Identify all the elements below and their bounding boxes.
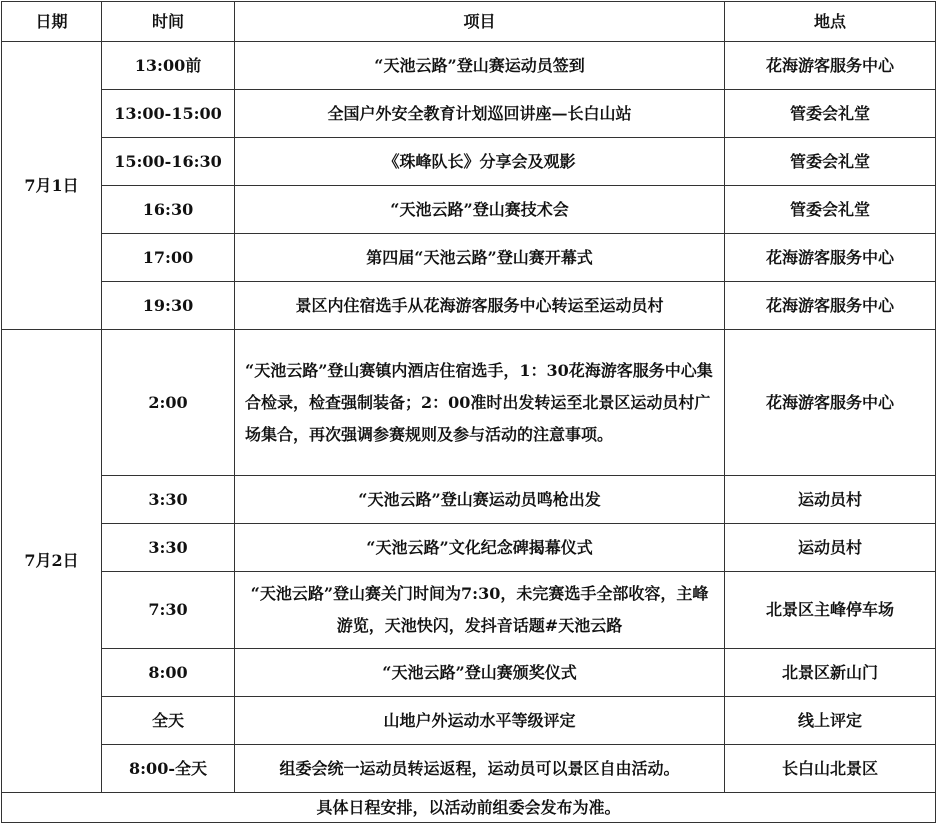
item-cell: 山地户外运动水平等级评定 [235, 697, 725, 745]
item-cell: “天池云路”登山赛颁奖仪式 [235, 649, 725, 697]
table-row [2, 234, 936, 282]
table-row [2, 745, 936, 793]
place-cell: 管委会礼堂 [725, 186, 936, 234]
table-row [2, 138, 936, 186]
item-cell: “天池云路”登山赛运动员鸣枪出发 [235, 476, 725, 524]
place-cell: 花海游客服务中心 [725, 234, 936, 282]
place-cell: 管委会礼堂 [725, 90, 936, 138]
item-cell: 第四届“天池云路”登山赛开幕式 [235, 234, 725, 282]
table-row [2, 524, 936, 572]
place-cell: 花海游客服务中心 [725, 330, 936, 476]
header-place: 地点 [725, 2, 936, 42]
table-row [2, 572, 936, 649]
time-cell: 16:30 [102, 186, 235, 234]
date-cell-day2: 7月2日 [2, 330, 102, 793]
place-cell: 线上评定 [725, 697, 936, 745]
item-cell: “天池云路”登山赛镇内酒店住宿选手，1：30花海游客服务中心集合检录，检查强制装备；2：00准时出发转运至北景区运动员村广场集合，再次强调参赛规则及参与活动的注意事项。 [235, 330, 725, 476]
footer-note: 具体日程安排，以活动前组委会发布为准。 [2, 793, 936, 823]
time-cell: 13:00-15:00 [102, 90, 235, 138]
table-row [2, 186, 936, 234]
header-date: 日期 [2, 2, 102, 42]
schedule-table [1, 1, 936, 823]
time-cell: 3:30 [102, 524, 235, 572]
time-cell: 7:30 [102, 572, 235, 649]
item-cell: 景区内住宿选手从花海游客服务中心转运至运动员村 [235, 282, 725, 330]
item-cell: “天池云路”登山赛运动员签到 [235, 42, 725, 90]
place-cell: 花海游客服务中心 [725, 42, 936, 90]
header-time: 时间 [102, 2, 235, 42]
place-cell: 运动员村 [725, 476, 936, 524]
place-cell: 北景区主峰停车场 [725, 572, 936, 649]
table-row [2, 476, 936, 524]
place-cell: 运动员村 [725, 524, 936, 572]
date-cell-day1: 7月1日 [2, 42, 102, 330]
table-row [2, 649, 936, 697]
table-row [2, 282, 936, 330]
time-cell: 全天 [102, 697, 235, 745]
item-cell: 全国户外安全教育计划巡回讲座—长白山站 [235, 90, 725, 138]
place-cell: 管委会礼堂 [725, 138, 936, 186]
table-row [2, 697, 936, 745]
item-cell: “天池云路”登山赛技术会 [235, 186, 725, 234]
table-row [2, 90, 936, 138]
place-cell: 花海游客服务中心 [725, 282, 936, 330]
table-header-row [2, 2, 936, 42]
time-cell: 2:00 [102, 330, 235, 476]
table-footer-row [2, 793, 936, 823]
time-cell: 8:00-全天 [102, 745, 235, 793]
time-cell: 3:30 [102, 476, 235, 524]
header-item: 项目 [235, 2, 725, 42]
item-cell: “天池云路”文化纪念碑揭幕仪式 [235, 524, 725, 572]
time-cell: 8:00 [102, 649, 235, 697]
table-row [2, 330, 936, 476]
item-cell: “天池云路”登山赛关门时间为7:30，未完赛选手全部收容，主峰游览，天池快闪，发抖音话题#天池云路 [235, 572, 725, 649]
place-cell: 长白山北景区 [725, 745, 936, 793]
time-cell: 17:00 [102, 234, 235, 282]
time-cell: 13:00前 [102, 42, 235, 90]
place-cell: 北景区新山门 [725, 649, 936, 697]
time-cell: 19:30 [102, 282, 235, 330]
time-cell: 15:00-16:30 [102, 138, 235, 186]
item-cell: 《珠峰队长》分享会及观影 [235, 138, 725, 186]
table-row [2, 42, 936, 90]
item-cell: 组委会统一运动员转运返程，运动员可以景区自由活动。 [235, 745, 725, 793]
